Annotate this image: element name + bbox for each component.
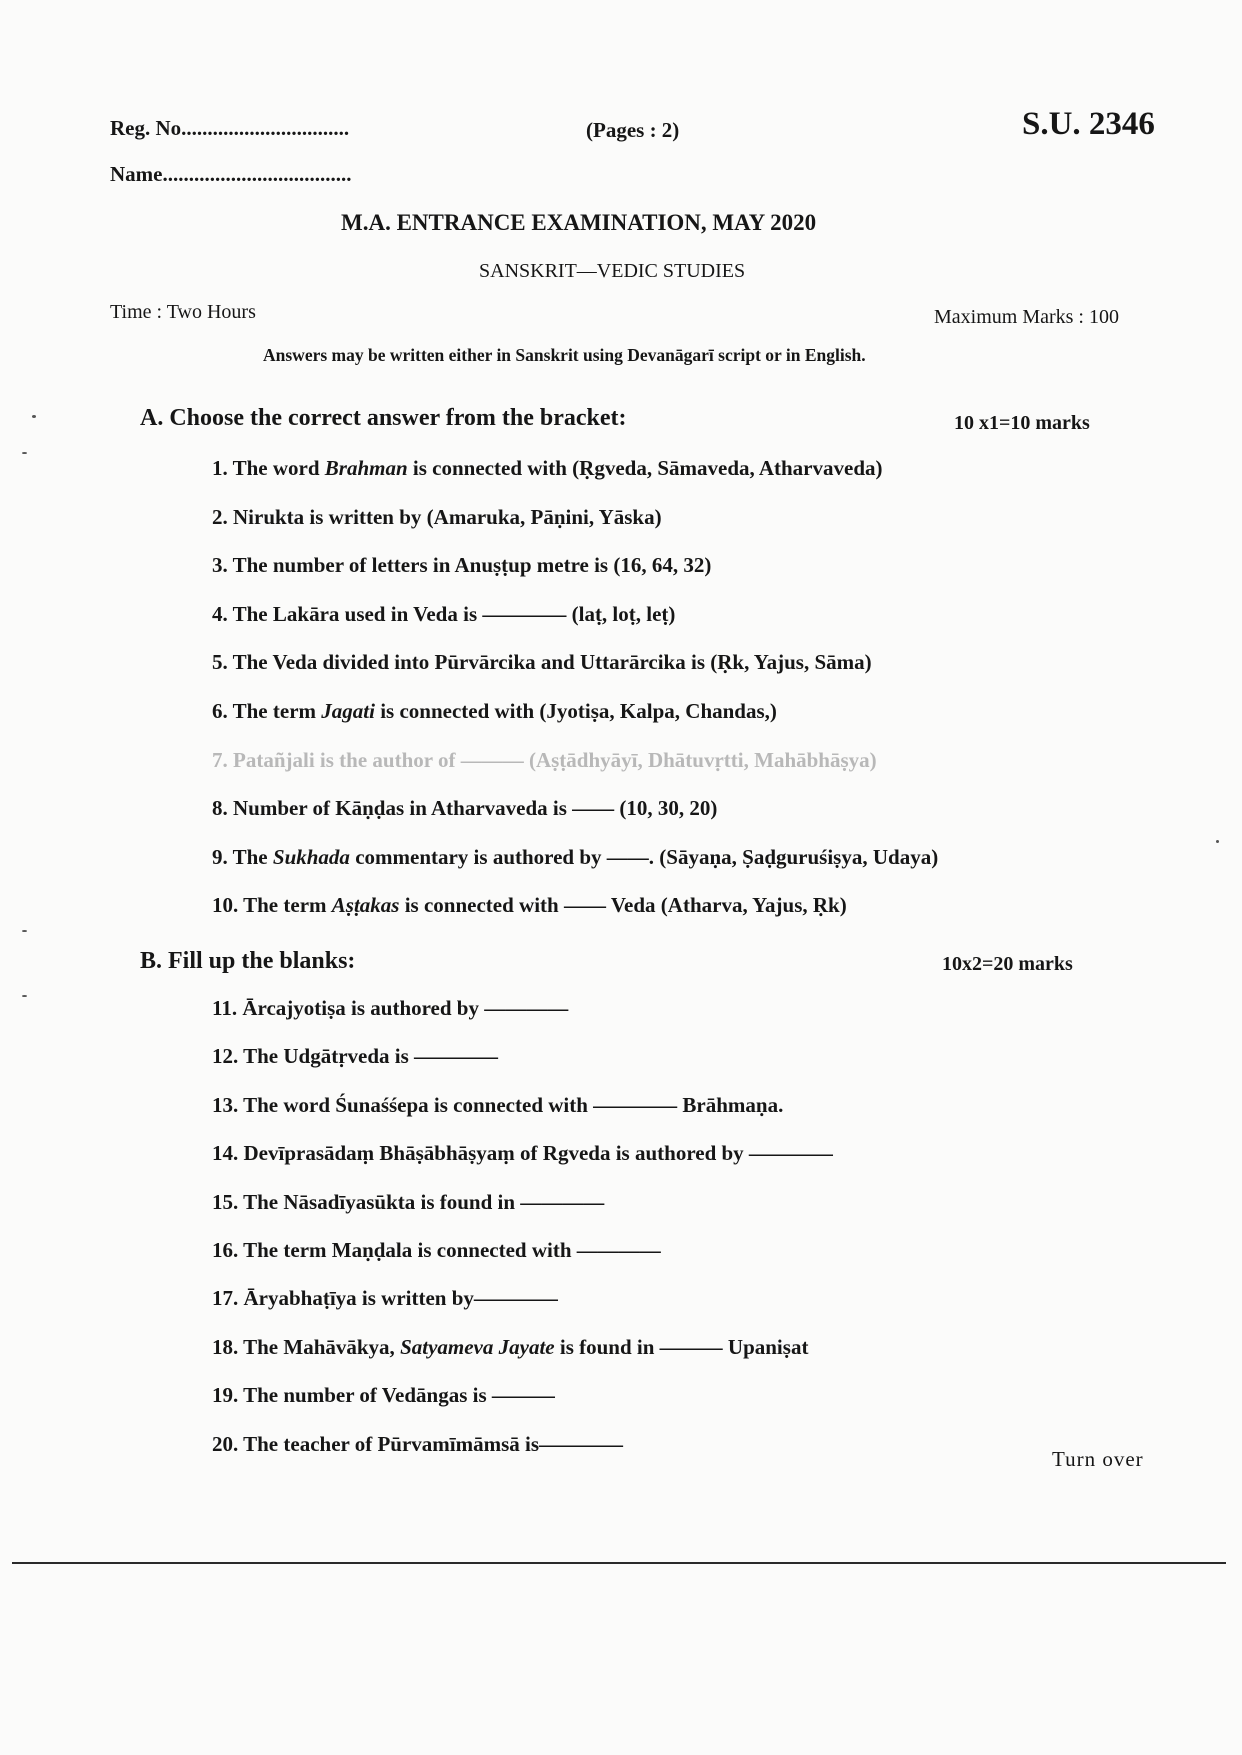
question-text: 16. The term Maṇḍala is connected with ———— <box>212 1238 661 1262</box>
pages-count: (Pages : 2) <box>586 118 680 142</box>
question-text: 13. The word Śunaśśepa is connected with ———— Brāhmaṇa. <box>212 1092 784 1117</box>
scan-speck <box>1216 840 1219 843</box>
section-b-marks: 10x2=20 marks <box>942 953 1073 975</box>
question-text: 9. The <box>212 844 273 869</box>
question-text: 2. Nirukta is written by (Amaruka, Pāṇini, Yāska) <box>212 504 662 529</box>
question-text: 5. The Veda divided into Pūrvārcika and Uttarārcika is (Ṛk, Yajus, Sāma) <box>212 650 872 675</box>
question-item <box>212 1238 661 1263</box>
paper-code: S.U. 2346 <box>1022 106 1155 142</box>
question-text-rest: is connected with —— Veda (Atharva, Yajus, Ṛk) <box>399 893 847 918</box>
question-item <box>212 456 883 481</box>
question-text: 14. Devīprasādaṃ Bhāṣābhāṣyaṃ of Rgveda is authored by ———— <box>212 1141 833 1166</box>
question-text: 15. The Nāsadīyasūkta is found in ———— <box>212 1189 605 1214</box>
question-text: 6. The term <box>212 699 322 723</box>
question-text: 18. The Mahāvākya, <box>212 1334 401 1359</box>
question-item <box>212 1286 558 1311</box>
question-item <box>212 699 777 724</box>
question-text: 4. The Lakāra used in Veda is ———— (laṭ, loṭ, leṭ) <box>212 601 676 626</box>
question-item <box>212 1093 783 1118</box>
name-field: Name.................................... <box>110 162 352 186</box>
question-emphasis: Brahman <box>324 456 408 480</box>
exam-title: M.A. ENTRANCE EXAMINATION, MAY 2020 <box>341 210 817 235</box>
exam-instruction: Answers may be written either in Sanskrit using Devanāgarī script or in English. <box>263 345 866 365</box>
exam-subject: SANSKRIT—VEDIC STUDIES <box>479 260 746 282</box>
question-text-rest: is found in ——— Upaniṣat <box>554 1334 809 1359</box>
question-item <box>212 796 717 821</box>
scan-speck <box>22 930 27 932</box>
question-item <box>212 996 568 1021</box>
question-text-rest: is connected with (Ṛgveda, Sāmaveda, Atharvaveda) <box>407 456 883 480</box>
question-item <box>212 1044 498 1069</box>
scan-speck <box>22 995 27 997</box>
question-item <box>212 650 872 675</box>
question-item <box>212 553 711 578</box>
turn-over-note: Turn over <box>1052 1447 1144 1471</box>
question-text: 20. The teacher of Pūrvamīmāmsā is———— <box>212 1431 624 1456</box>
exam-time: Time : Two Hours <box>110 301 256 323</box>
section-b-heading: B. Fill up the blanks: <box>140 948 356 974</box>
question-text: 12. The Udgātṛveda is ———— <box>212 1044 499 1069</box>
question-text-rest: commentary is authored by ——. (Sāyaṇa, Ṣaḍguruśiṣya, Udaya) <box>349 844 939 869</box>
question-item <box>212 1190 604 1215</box>
exam-max-marks: Maximum Marks : 100 <box>934 306 1119 328</box>
question-text: 3. The number of letters in Anuṣṭup metre is (16, 64, 32) <box>212 553 712 578</box>
question-text: 17. Āryabhaṭīya is written by———— <box>212 1286 558 1311</box>
question-text: 7. Patañjali is the author of ——— (Aṣṭādhyāyī, Dhātuvṛtti, Mahābhāṣya) <box>212 747 877 772</box>
scan-speck <box>32 415 36 418</box>
question-text: 10. The term <box>212 893 332 918</box>
page-bottom-rule <box>12 1562 1226 1564</box>
question-emphasis: Satyameva Jayate <box>400 1334 555 1359</box>
question-emphasis: Aṣṭakas <box>331 893 400 918</box>
question-item <box>212 1383 555 1408</box>
question-text-rest: is connected with (Jyotiṣa, Kalpa, Chandas,) <box>374 699 777 723</box>
question-emphasis: Sukhada <box>272 844 350 869</box>
reg-no-field: Reg. No................................ <box>110 116 350 140</box>
question-text: 11. Ārcajyotiṣa is authored by ———— <box>212 996 569 1020</box>
question-text: 1. The word <box>212 456 325 480</box>
question-item <box>212 893 847 918</box>
question-item <box>212 1335 808 1360</box>
section-a-marks: 10 x1=10 marks <box>954 412 1090 434</box>
question-item <box>212 1432 623 1457</box>
question-emphasis: Jagati <box>321 699 375 723</box>
question-item <box>212 1141 833 1166</box>
question-item <box>212 505 662 530</box>
scan-speck <box>22 452 27 454</box>
question-item <box>212 602 675 627</box>
section-a-heading: A. Choose the correct answer from the bracket: <box>140 405 627 431</box>
question-item <box>212 748 877 773</box>
question-item <box>212 845 938 870</box>
question-text: 19. The number of Vedāngas is ——— <box>212 1383 555 1408</box>
question-text: 8. Number of Kāṇḍas in Atharvaveda is —— (10, 30, 20) <box>212 796 718 821</box>
